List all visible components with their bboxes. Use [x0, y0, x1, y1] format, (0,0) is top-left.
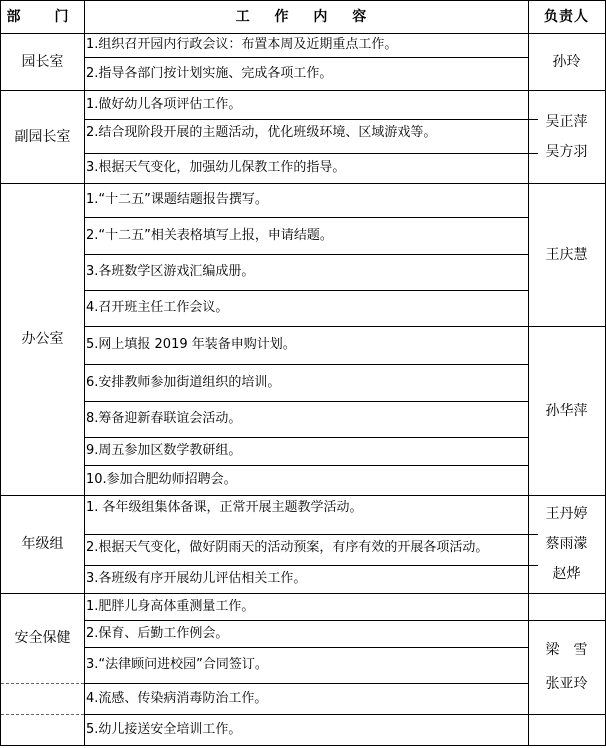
tick-mark	[528, 565, 538, 566]
header-content: 工 作 内 容	[235, 9, 377, 25]
tick-mark	[528, 119, 538, 120]
dept-vice-principal-office: 副园长室	[14, 128, 71, 145]
task-divider	[84, 364, 528, 365]
person-name: 王丹婷	[545, 506, 588, 522]
task-item: 1. 各年级组集体备课，正常开展主题教学活动。	[86, 500, 363, 515]
person-name: 吴方羽	[545, 143, 588, 160]
row-divider	[0, 495, 606, 496]
table-border-top	[0, 0, 606, 1]
task-divider	[84, 683, 528, 684]
person-safety-health	[528, 620, 605, 714]
tick-mark	[528, 534, 538, 535]
dept-principal-office: 园长室	[21, 53, 64, 70]
task-item: 4.流感、传染病消毒防治工作。	[86, 690, 268, 706]
task-divider	[84, 565, 528, 566]
person-name: 蔡雨濛	[545, 536, 588, 552]
dept-office: 办公室	[21, 331, 64, 347]
header-person: 负责人	[544, 9, 589, 25]
task-item: 1.肥胖儿身高体重测量工作。	[86, 598, 255, 614]
task-divider	[84, 153, 528, 154]
task-item: 6.安排教师参加街道组织的培训。	[86, 374, 281, 390]
task-item: 3.各班级有序开展幼儿评估相关工作。	[86, 571, 307, 586]
task-item: 8.筹备迎新春联谊会活动。	[86, 411, 242, 426]
task-divider	[84, 401, 528, 402]
task-divider	[84, 620, 606, 621]
task-item: 2.根据天气变化，做好阴雨天的活动预案，有序有效的开展各项活动。	[86, 540, 489, 555]
table-border-left	[0, 0, 1, 746]
task-item: 4.召开班主任工作会议。	[86, 300, 229, 315]
person-name: 梁 雪	[545, 642, 588, 658]
header-dept: 部 门	[6, 9, 79, 25]
task-divider	[84, 290, 528, 291]
person-office-group-1	[528, 183, 605, 326]
task-item: 5.幼儿接送安全培训工作。	[86, 721, 242, 737]
dotted-guide	[1, 714, 84, 715]
task-divider	[84, 714, 606, 715]
task-divider	[84, 534, 528, 535]
task-item: 3.根据天气变化，加强幼儿保教工作的指导。	[86, 160, 346, 175]
task-divider	[84, 465, 528, 466]
task-item: 1.做好幼儿各项评估工作。	[86, 96, 242, 112]
task-divider	[84, 437, 528, 438]
dept-grade-group: 年级组	[21, 536, 64, 552]
task-item: 2.保育、后勤工作例会。	[86, 625, 229, 641]
person-principal-office	[528, 33, 605, 90]
row-divider	[0, 593, 606, 594]
task-item: 10.参加合肥幼师招聘会。	[86, 472, 237, 487]
task-item: 3.各班数学区游戏汇编成册。	[86, 264, 255, 279]
tick-mark	[528, 153, 538, 154]
person-office-group-2	[528, 326, 605, 495]
person-name: 赵烨	[552, 566, 581, 582]
row-divider	[0, 90, 606, 91]
dotted-guide	[1, 683, 84, 684]
row-divider	[0, 33, 606, 34]
column-divider	[528, 0, 529, 746]
task-item: 1.“十二五”课题结题报告撰写。	[86, 192, 268, 207]
person-name: 孙玲	[552, 53, 581, 70]
task-item: 1.组织召开园内行政会议：布置本周及近期重点工作。	[86, 37, 398, 52]
task-item: 3.“法律顾问进校园”合同签订。	[86, 657, 268, 672]
task-item: 5.网上填报 2019 年装备申购计划。	[86, 337, 296, 352]
column-divider	[84, 0, 85, 746]
task-divider	[84, 119, 528, 120]
person-grade-group	[528, 495, 605, 593]
task-item: 2.结合现阶段开展的主题活动，优化班级环境、区域游戏等。	[86, 124, 437, 140]
task-item: 2.“十二五”相关表格填写上报，申请结题。	[86, 227, 333, 243]
dept-safety-health: 安全保健	[14, 630, 71, 646]
task-divider	[84, 254, 528, 255]
task-divider	[84, 647, 528, 648]
person-name: 王庆慧	[545, 246, 588, 263]
table-border-bottom	[0, 745, 606, 746]
task-divider	[84, 217, 528, 218]
row-divider	[0, 183, 606, 184]
person-vice-principal-office	[528, 90, 605, 183]
person-name: 吴正萍	[545, 113, 588, 130]
task-divider	[84, 326, 606, 327]
task-item: 2.指导各部门按计划实施、完成各项工作。	[86, 65, 333, 81]
task-divider	[84, 57, 528, 58]
person-name: 张亚玲	[545, 676, 588, 692]
task-item: 9.周五参加区数学教研组。	[86, 443, 242, 458]
person-name: 孙华萍	[545, 402, 588, 419]
